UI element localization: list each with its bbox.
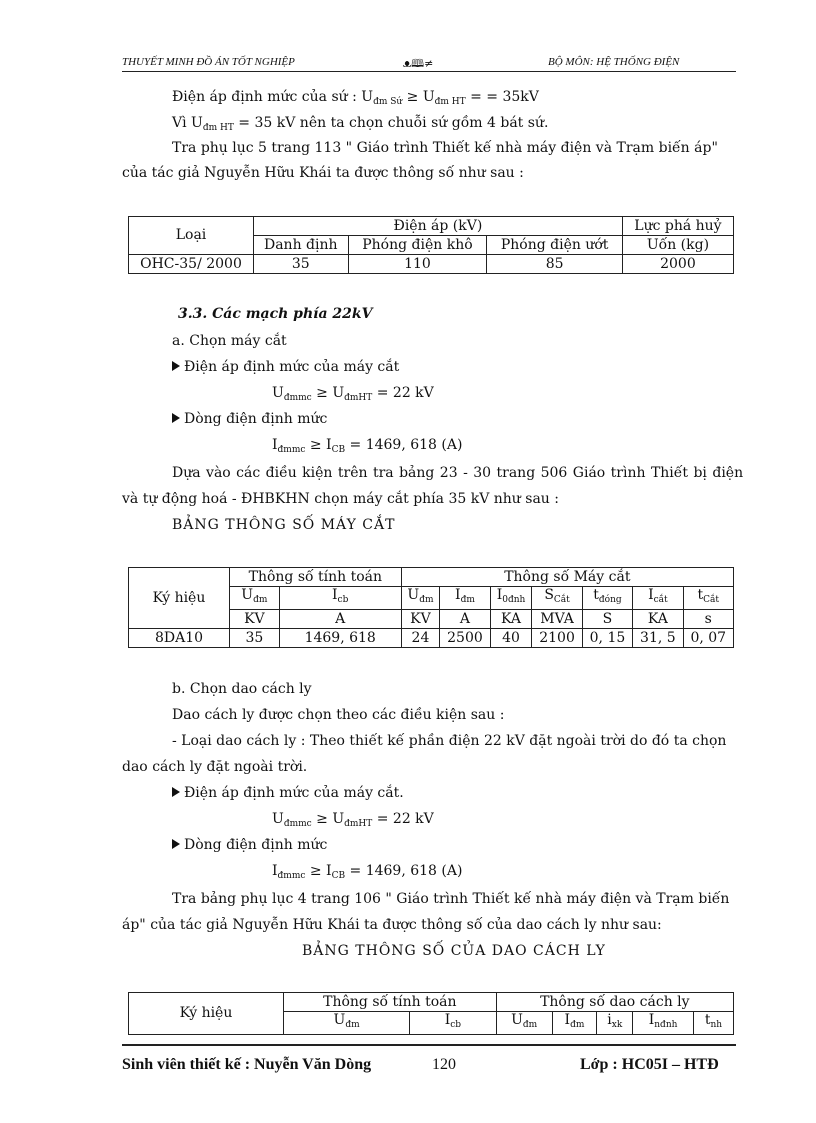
- cell: [279, 587, 401, 610]
- symbol: t: [697, 587, 704, 603]
- page-number: 120: [432, 1056, 456, 1073]
- cell: Loại: [129, 217, 254, 255]
- table-title: BẢNG THÔNG SỐ CỦA DAO CÁCH LY: [302, 943, 606, 959]
- table-title: BẢNG THÔNG SỐ MÁY CẮT: [172, 517, 396, 533]
- cell: 40: [490, 629, 532, 648]
- cell: [490, 587, 532, 610]
- cell: Danh định: [254, 236, 349, 255]
- header-right: BỘ MÔN: HỆ THỐNG ĐIỆN: [548, 56, 680, 68]
- bullet: Dòng điện định mức: [172, 410, 327, 429]
- para: a. Chọn máy cắt: [172, 333, 287, 349]
- cell: [683, 587, 733, 610]
- cell: 110: [348, 255, 487, 274]
- symbol-subscript: Cắt: [703, 595, 720, 605]
- line-1: Điện áp định mức của sứ : $U_{đm Sứ} \ge U_{đm HT}$ = = 35kV: [172, 89, 539, 107]
- symbol-subscript: đm: [419, 595, 434, 605]
- cell: [693, 1012, 733, 1035]
- disconnector-table: [128, 992, 734, 1035]
- header-rule: [122, 71, 736, 72]
- cell: [552, 1012, 597, 1035]
- cell: 0, 15: [582, 629, 632, 648]
- cell: S: [582, 610, 632, 629]
- symbol-subscript: nh: [710, 1020, 723, 1030]
- cell: 8DA10: [129, 629, 230, 648]
- cell: Thông số dao cách ly: [496, 993, 733, 1012]
- formula: $I_{đmmc} \ge I_{CB} = 1469$, 618 (A): [272, 437, 463, 455]
- bullet: Điện áp định mức của máy cắt.: [172, 784, 404, 803]
- symbol-subscript: đm: [253, 595, 268, 605]
- table-row: [129, 255, 734, 274]
- symbol: U: [333, 1012, 346, 1028]
- line-2: Vì $U_{đm HT} = 35$ kV nên ta chọn chuỗi sứ gồm 4 bát sứ.: [172, 115, 549, 133]
- symbol-subscript: đóng: [598, 595, 622, 605]
- symbol-subscript: Cắt: [553, 595, 570, 605]
- formula: $U_{đmmc} \ge U_{đmHT} = 22$ kV: [272, 811, 434, 829]
- cell: Ký hiệu: [129, 993, 284, 1035]
- cell: MVA: [532, 610, 582, 629]
- para: Dựa vào các điều kiện trên tra bảng 23 - 30 trang 506 Giáo trình Thiết bị điện: [172, 465, 744, 481]
- cell: Thông số Máy cắt: [401, 568, 733, 587]
- symbol-subscript: cb: [450, 1020, 462, 1030]
- cell: [633, 587, 683, 610]
- para: b. Chọn dao cách ly: [172, 681, 312, 697]
- symbol: t: [593, 587, 599, 603]
- cell: A: [279, 610, 401, 629]
- para: dao cách ly đặt ngoài trời.: [122, 759, 308, 775]
- line-4: của tác giả Nguyễn Hữu Khái ta được thông số như sau :: [122, 165, 524, 181]
- para: áp" của tác giả Nguyễn Hữu Khái ta được thông số của dao cách ly như sau:: [122, 917, 662, 933]
- para: - Loại dao cách ly : Theo thiết kế phần điện 22 kV đặt ngoài trời do đó ta chọn: [172, 733, 727, 749]
- breaker-table: [128, 567, 734, 648]
- header-left: THUYẾT MINH ĐỒ ÁN TỐT NGHIỆP: [122, 56, 295, 68]
- cell: [496, 1012, 552, 1035]
- cell: [440, 587, 490, 610]
- symbol: I: [496, 587, 503, 603]
- symbol: I: [648, 587, 654, 603]
- symbol: U: [511, 1012, 523, 1028]
- symbol-subscript: cb: [337, 595, 349, 605]
- cell: OHC-35/ 2000: [129, 255, 254, 274]
- header-ornament: ᴥ🕮≠: [403, 57, 434, 70]
- cell: 1469, 618: [279, 629, 401, 648]
- cell: [597, 1012, 633, 1035]
- footer-rule: [122, 1044, 736, 1046]
- arrow-bullet-icon: [172, 787, 180, 797]
- footer-right: Lớp : HC05I – HTĐ: [580, 1056, 719, 1073]
- footer-left: Sinh viên thiết kế : Nuyễn Văn Dòng: [122, 1056, 372, 1073]
- cell: 35: [254, 255, 349, 274]
- symbol: I: [564, 1012, 571, 1028]
- symbol: t: [704, 1012, 711, 1028]
- symbol-subscript: nđnh: [654, 1020, 678, 1030]
- cell: [410, 1012, 497, 1035]
- symbol: I: [332, 587, 338, 603]
- bullet: Dòng điện định mức: [172, 836, 327, 855]
- symbol: U: [241, 587, 254, 603]
- cell: [633, 1012, 694, 1035]
- cell: 35: [230, 629, 280, 648]
- symbol-subscript: 0đnh: [502, 595, 526, 605]
- cell: KA: [633, 610, 683, 629]
- arrow-bullet-icon: [172, 361, 180, 371]
- cell: 0, 07: [683, 629, 733, 648]
- symbol-subscript: đm: [345, 1020, 360, 1030]
- cell: [284, 1012, 410, 1035]
- cell: KA: [490, 610, 532, 629]
- cell: 2100: [532, 629, 582, 648]
- cell: A: [440, 610, 490, 629]
- cell: 31, 5: [633, 629, 683, 648]
- symbol: I: [648, 1012, 655, 1028]
- line-3: Tra phụ lục 5 trang 113 " Giáo trình Thiết kế nhà máy điện và Trạm biến áp": [172, 140, 718, 156]
- cell: [401, 587, 440, 610]
- cell: [230, 587, 280, 610]
- cell: Lực phá huỷ: [622, 217, 733, 236]
- cell: Thông số tính toán: [284, 993, 497, 1012]
- cell: 2500: [440, 629, 490, 648]
- cell: 24: [401, 629, 440, 648]
- cell: Phóng điện ướt: [487, 236, 622, 255]
- cell: KV: [230, 610, 280, 629]
- formula: $I_{đmmc} \ge I_{CB} = 1469$, 618 (A): [272, 863, 463, 881]
- formula: $U_{đmmc} \ge U_{đmHT} = 22$ kV: [272, 385, 434, 403]
- symbol: I: [455, 587, 461, 603]
- cell: [532, 587, 582, 610]
- symbol: i: [607, 1012, 612, 1028]
- cell: Uốn (kg): [622, 236, 733, 255]
- cell: KV: [401, 610, 440, 629]
- para: và tự động hoá - ĐHBKHN chọn máy cắt phía 35 kV như sau :: [122, 491, 559, 507]
- insulator-table: [128, 216, 734, 274]
- table-row: [129, 629, 734, 648]
- section-title: 3.3. Các mạch phía 22kV: [178, 306, 373, 322]
- cell: Phóng điện khô: [348, 236, 487, 255]
- symbol: I: [444, 1012, 451, 1028]
- para: Tra bảng phụ lục 4 trang 106 " Giáo trình Thiết kế nhà máy điện và Trạm biến: [172, 891, 730, 907]
- symbol-subscript: cắt: [653, 595, 668, 605]
- symbol-subscript: đm: [570, 1020, 585, 1030]
- arrow-bullet-icon: [172, 839, 180, 849]
- symbol-subscript: đm: [522, 1020, 538, 1030]
- cell: Thông số tính toán: [230, 568, 402, 587]
- symbol-subscript: xk: [611, 1020, 623, 1030]
- symbol-subscript: đm: [460, 595, 475, 605]
- para: Dao cách ly được chọn theo các điều kiện sau :: [172, 707, 505, 723]
- cell: Ký hiệu: [129, 568, 230, 629]
- cell: [582, 587, 632, 610]
- cell: s: [683, 610, 733, 629]
- symbol: U: [407, 587, 420, 603]
- arrow-bullet-icon: [172, 413, 180, 423]
- cell: 2000: [622, 255, 733, 274]
- cell: 85: [487, 255, 622, 274]
- symbol: S: [544, 587, 554, 603]
- cell: Điện áp (kV): [254, 217, 623, 236]
- bullet: Điện áp định mức của máy cắt: [172, 358, 399, 377]
